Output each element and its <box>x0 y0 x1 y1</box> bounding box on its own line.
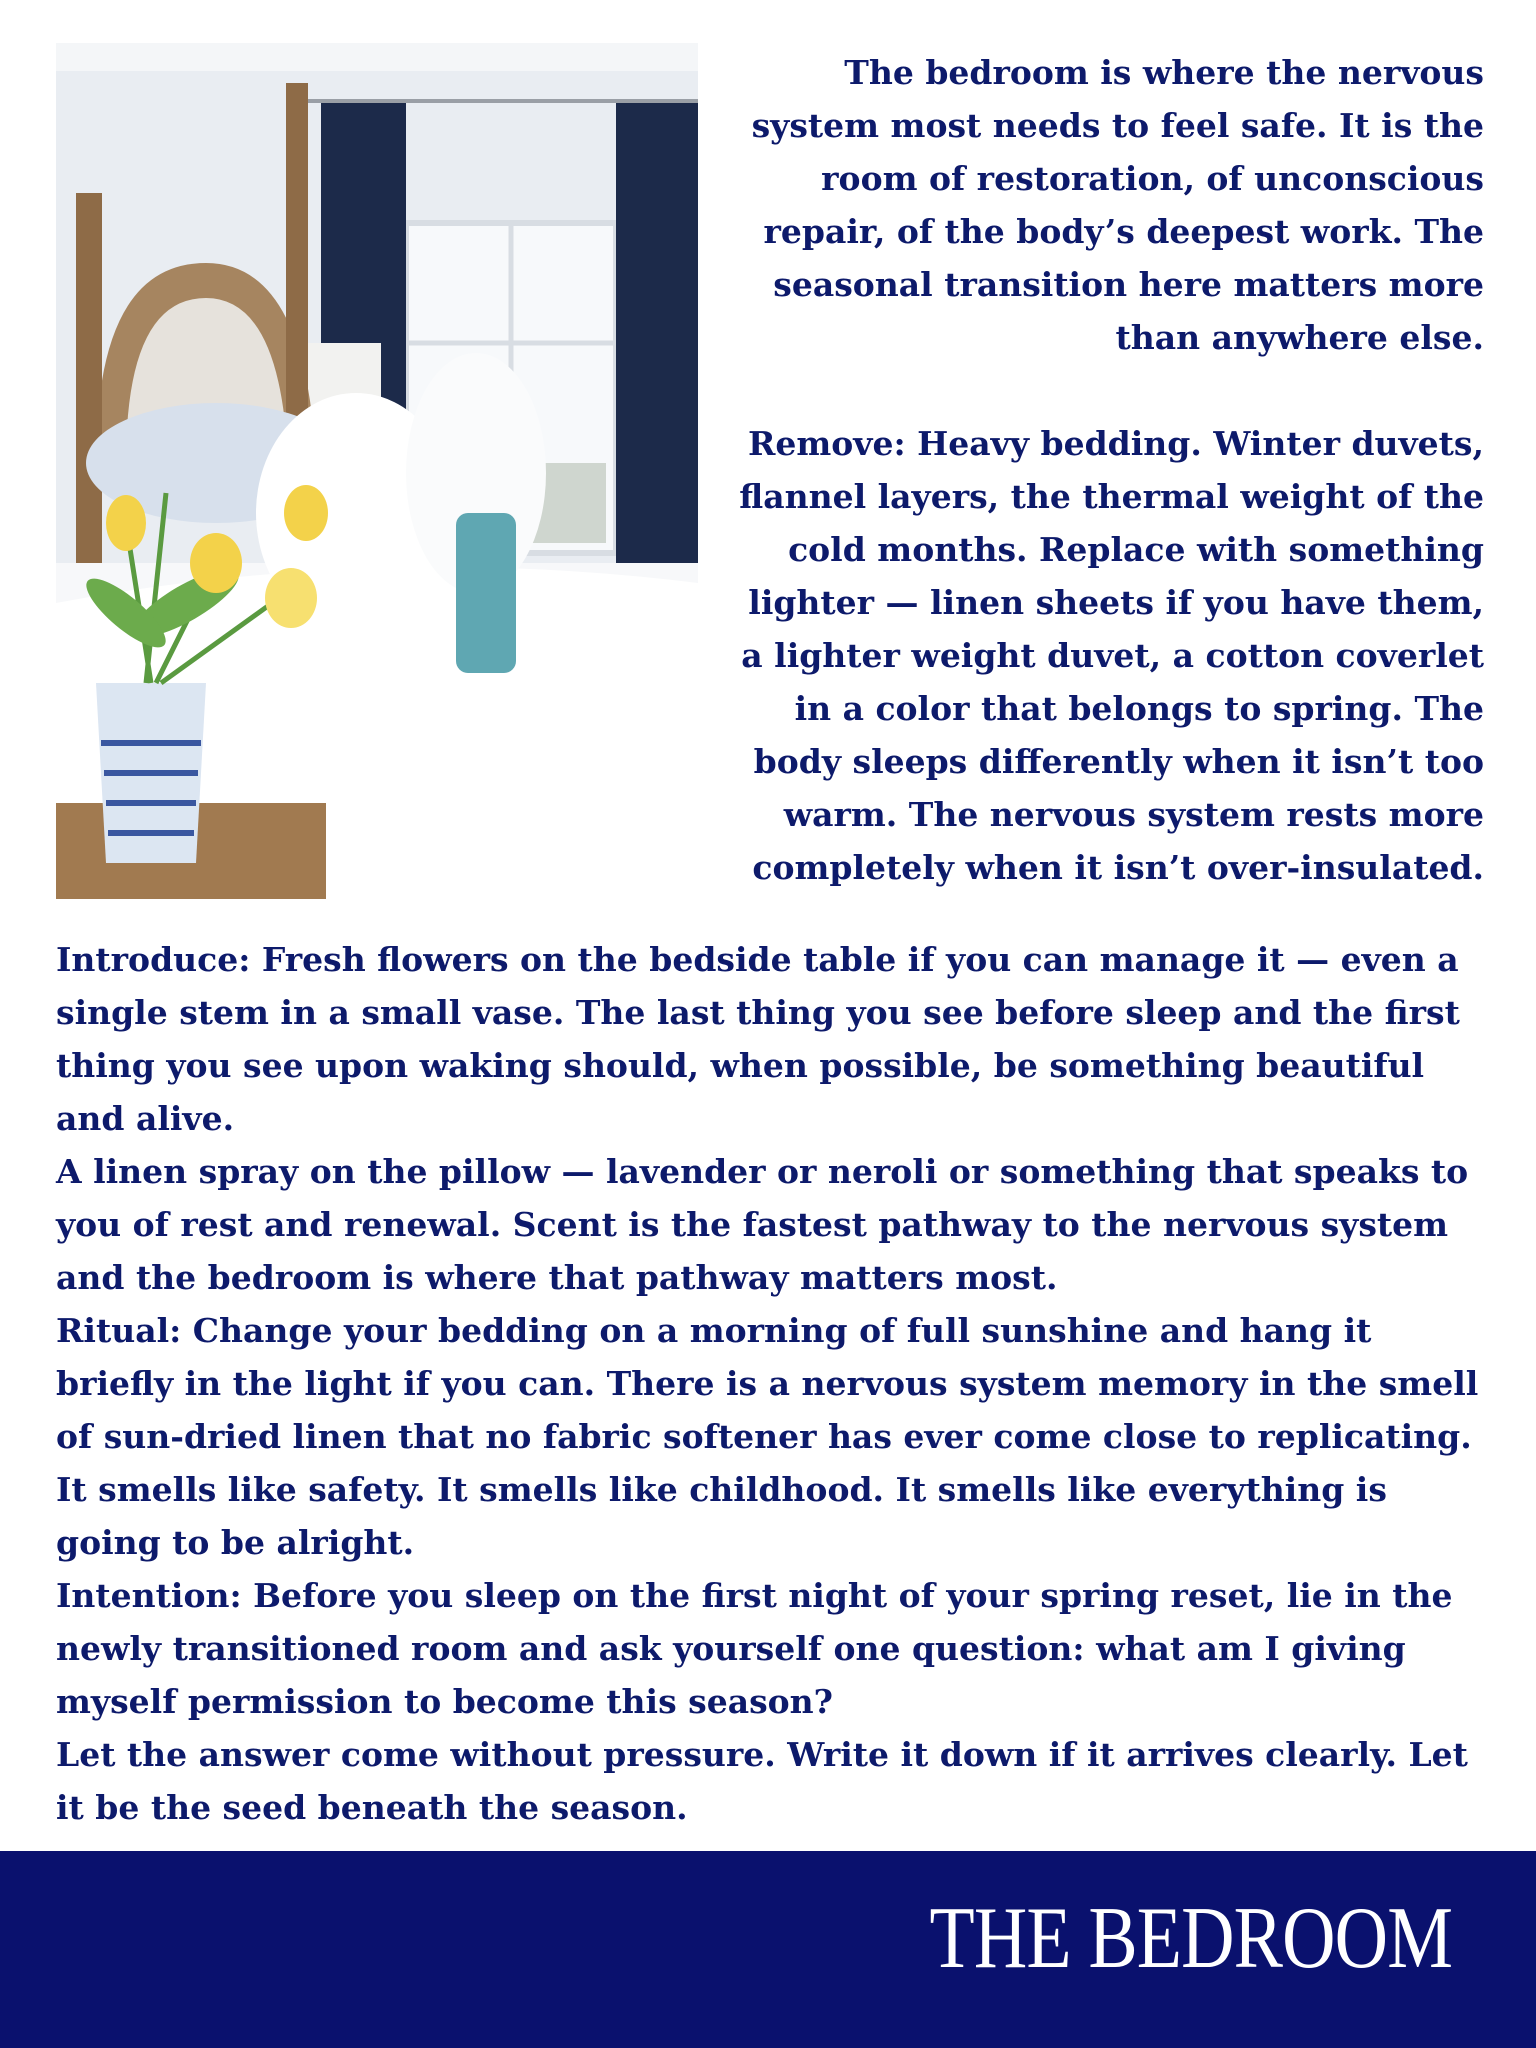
intention-paragraph: Intention: Before you sleep on the first night of your spring reset, lie in the newly transitioned room and ask yourself one question: what am I giving myself permission to become this season? <box>56 1576 1453 1721</box>
intro-block <box>728 46 1484 894</box>
intro-paragraph: The bedroom is where the nervous system most needs to feel safe. It is the room of restoration, of unconscious repair, of the body’s deepest work. The seasonal transition here matters more than anywhere else. <box>751 53 1484 357</box>
footer-title: THE BEDROOM <box>929 1890 1452 1987</box>
remove-paragraph: Remove: Heavy bedding. Winter duvets, flannel layers, the thermal weight of the cold months. Replace with something lighter — linen sheets if you have them, a lighter weight duvet, a cotton coverlet in a color that belongs to spring. The body sleeps differently when it isn’t too warm. The nervous system rests more completely when it isn’t over-insulated. <box>739 424 1484 887</box>
ritual-paragraph: Ritual: Change your bedding on a morning of full sunshine and hang it briefly in the light if you can. There is a nervous system memory in the smell of sun-dried linen that no fabric softener has ever come close to replicating. It smells like safety. It smells like childhood. It smells like everything is going to be alright. <box>56 1311 1479 1562</box>
body-block <box>56 933 1492 1834</box>
bedroom-photo-icon <box>56 43 698 899</box>
linen-spray-paragraph: A linen spray on the pillow — lavender or neroli or something that speaks to you of rest and renewal. Scent is the fastest pathway to the nervous system and the bedroom is where that pathway matters most. <box>56 1152 1469 1297</box>
bedroom-photo <box>56 43 698 899</box>
footer-band <box>0 1851 1536 2048</box>
introduce-paragraph: Introduce: Fresh flowers on the bedside table if you can manage it — even a single stem in a small vase. The last thing you see before sleep and the first thing you see upon waking should, when possible, be something beautiful and alive. <box>56 940 1460 1138</box>
closing-paragraph: Let the answer come without pressure. Write it down if it arrives clearly. Let it be the seed beneath the season. <box>56 1735 1468 1827</box>
